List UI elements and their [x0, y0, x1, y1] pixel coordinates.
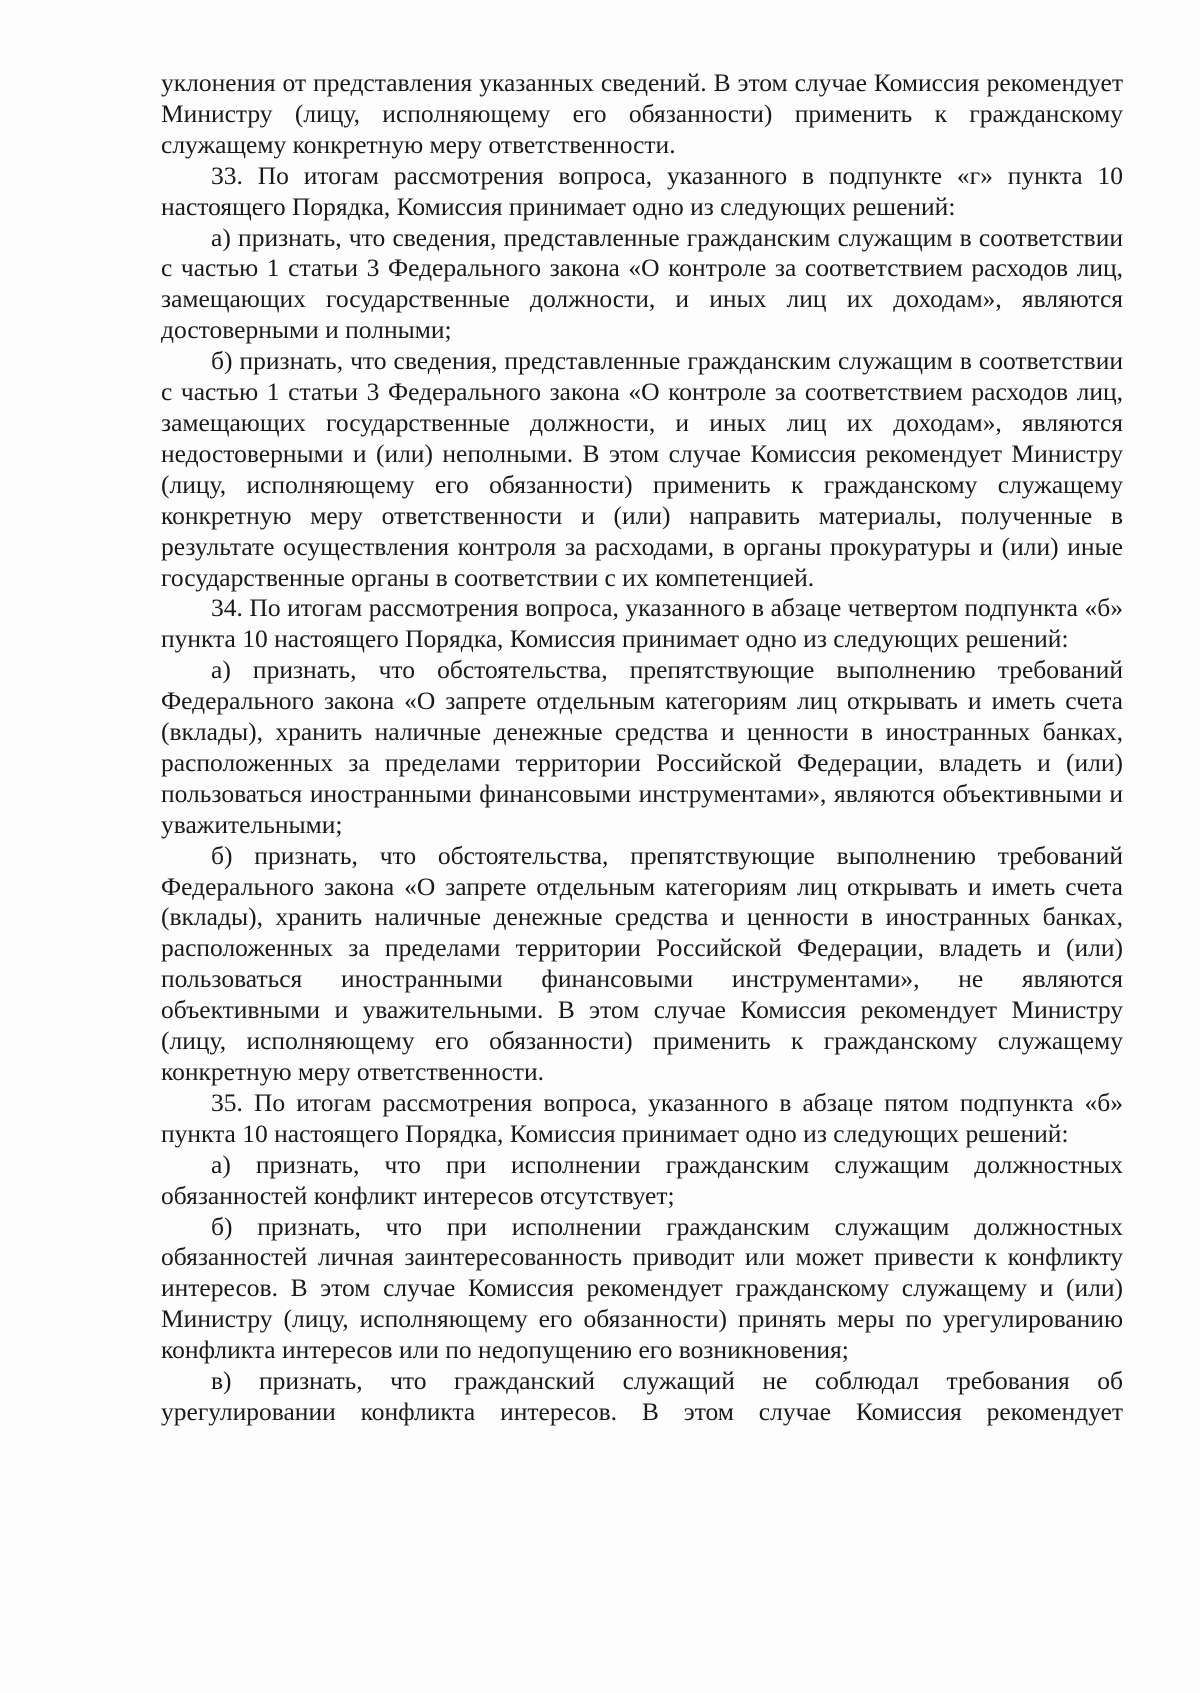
paragraph-33-b: б) признать, что сведения, представленные гражданским служащим в соответствии с частью 1 статьи 3 Федерального закона «О контроле за соответствием расходов лиц, замещающих государственные должности, и иных лиц их доходам», являются недостоверными и (или) неполными. В этом случае Комиссия рекомендует Министру (лицу, исполняющему его обязанности) применить к гражданскому служащему конкретную меру ответственности и (или) направить материалы, полученные в результате осуществления контроля за расходами, в органы прокуратуры и (или) иные государственные органы в соответствии с их компетенцией. — [161, 346, 1123, 592]
paragraph-33-a: а) признать, что сведения, представленные гражданским служащим в соответствии с частью 1 статьи 3 Федерального закона «О контроле за соответствием расходов лиц, замещающих государственные должности, и иных лиц их доходам», являются достоверными и полными; — [161, 222, 1123, 345]
paragraph-34-a: а) признать, что обстоятельства, препятствующие выполнению требований Федерального закона «О запрете отдельным категориям лиц открывать и иметь счета (вклады), хранить наличные денежные средства и ценности в иностранных банках, расположенных за пределами территории Российской Федерации, владеть и (или) пользоваться иностранными финансовыми инструментами», являются объективными и уважительными; — [161, 655, 1123, 839]
paragraph-35-v: в) признать, что гражданский служащий не соблюдал требования об урегулировании конфликта интересов. В этом случае Комиссия рекомендует — [161, 1366, 1123, 1426]
paragraph-35-b: б) признать, что при исполнении гражданским служащим должностных обязанностей личная заинтересованность приводит или может привести к конфликту интересов. В этом случае Комиссия рекомендует гражданскому служащему и (или) Министру (лицу, исполняющему его обязанности) принять меры по урегулированию конфликта интересов или по недопущению его возникновения; — [161, 1211, 1123, 1365]
document-body — [161, 68, 1123, 1428]
paragraph-item-34: 34. По итогам рассмотрения вопроса, указанного в абзаце четвертом подпункта «б» пункта 10 настоящего Порядка, Комиссия принимает одно из следующих решений: — [161, 593, 1123, 654]
paragraph-35-a: а) признать, что при исполнении гражданским служащим должностных обязанностей конфликт интересов отсутствует; — [161, 1149, 1123, 1210]
paragraph-item-33: 33. По итогам рассмотрения вопроса, указанного в подпункте «г» пункта 10 настоящего Порядка, Комиссия принимает одно из следующих решений: — [161, 160, 1123, 221]
paragraph-continuation: уклонения от представления указанных сведений. В этом случае Комиссия рекомендует Министру (лицу, исполняющему его обязанности) применить к гражданскому служащему конкретную меру ответственности. — [161, 68, 1123, 159]
paragraph-34-b: б) признать, что обстоятельства, препятствующие выполнению требований Федерального закона «О запрете отдельным категориям лиц открывать и иметь счета (вклады), хранить наличные денежные средства и ценности в иностранных банках, расположенных за пределами территории Российской Федерации, владеть и (или) пользоваться иностранными финансовыми инструментами», не являются объективными и уважительными. В этом случае Комиссия рекомендует Министру (лицу, исполняющему его обязанности) применить к гражданскому служащему конкретную меру ответственности. — [161, 840, 1123, 1086]
paragraph-item-35: 35. По итогам рассмотрения вопроса, указанного в абзаце пятом подпункта «б» пункта 10 настоящего Порядка, Комиссия принимает одно из следующих решений: — [161, 1087, 1123, 1148]
